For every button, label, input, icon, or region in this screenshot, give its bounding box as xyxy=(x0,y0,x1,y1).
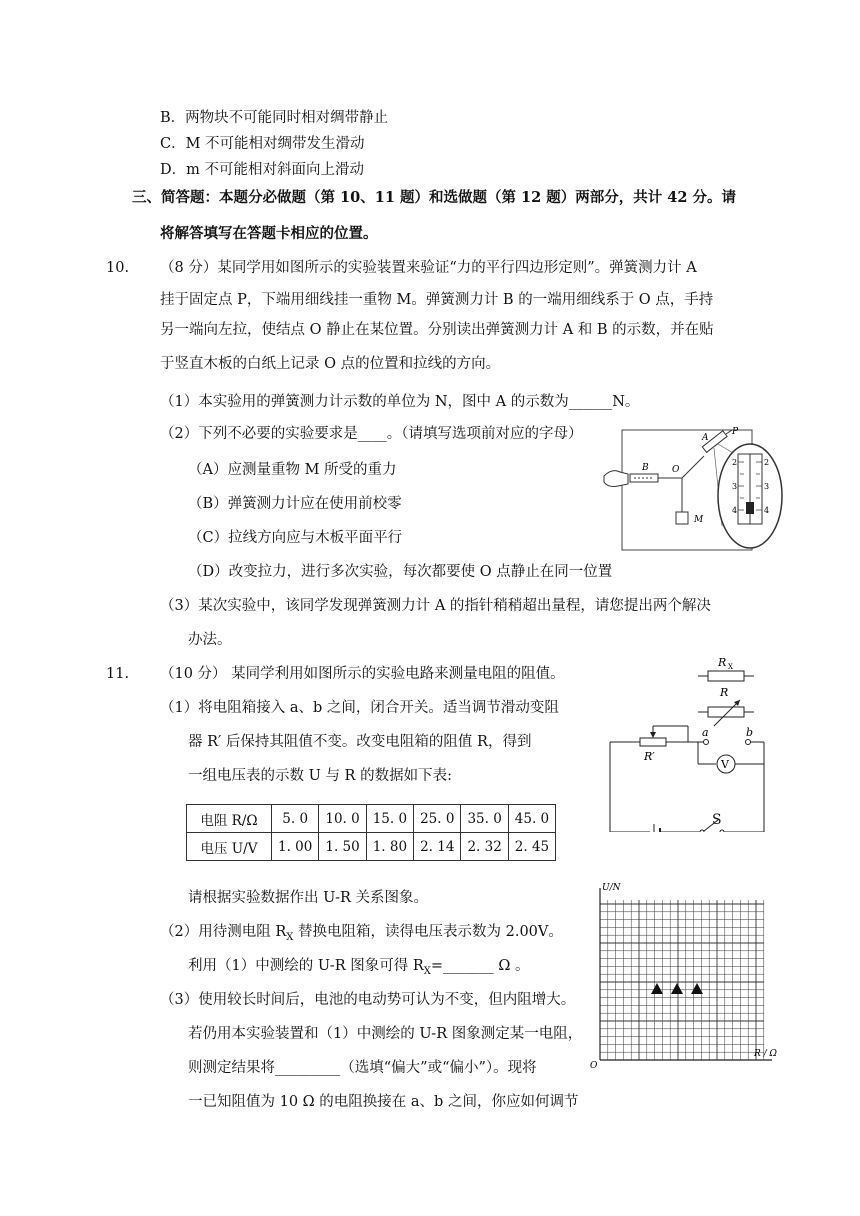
q11-sub1b: 器 R′ 后保持其阻值不变。改变电阻箱的阻值 R，得到 xyxy=(188,734,532,750)
origin-label: O xyxy=(590,1061,598,1068)
q11-circuit-figure xyxy=(600,650,780,832)
table-cell: 10. 0 xyxy=(319,805,366,833)
table-cell: 1. 80 xyxy=(366,833,413,861)
table-cell: 35. 0 xyxy=(461,805,508,833)
table-cell: 15. 0 xyxy=(366,805,413,833)
q11-sub3c: 则测定结果将_________（选填“偏大”或“偏小”）。现将 xyxy=(188,1060,537,1076)
table-cell: 45. 0 xyxy=(508,805,555,833)
q11-ur-graph xyxy=(590,880,780,1068)
q10-sub3a: （3）某次实验中，该同学发现弹簧测力计 A 的指针稍稍超出量程，请您提出两个解决 xyxy=(160,598,711,614)
q11-sub2a: （2）用待测电阻 $R_X$ 替换电阻箱，读得电压表示数为 2.00V。 xyxy=(160,924,563,943)
svg-text:R′: R′ xyxy=(644,750,655,763)
table-cell: 5. 0 xyxy=(272,805,319,833)
option-c: C．M 不可能相对绸带发生滑动 xyxy=(160,136,365,152)
svg-text:4: 4 xyxy=(764,506,770,515)
q10-apparatus-figure xyxy=(598,426,788,554)
q10-text-4: 于竖直木板的白纸上记录 O 点的位置和拉线的方向。 xyxy=(160,356,501,372)
table-cell: 1. 50 xyxy=(319,833,366,861)
table-cell: 2. 45 xyxy=(508,833,555,861)
q11-sub1a: （1）将电阻箱接入 a、b 之间，闭合开关。适当调节滑动变阻 xyxy=(160,700,559,716)
q11-sub3d: 一已知阻值为 10 Ω 的电阻换接在 a、b 之间，你应如何调节 xyxy=(188,1094,579,1110)
svg-text:B: B xyxy=(642,463,649,473)
svg-text:3: 3 xyxy=(764,482,770,491)
q11-data-table xyxy=(186,804,556,861)
option-b: B．两物块不可能同时相对绸带静止 xyxy=(160,110,389,126)
triangle-marker-icon xyxy=(671,983,683,994)
triangle-marker-icon xyxy=(651,983,663,994)
y-axis-label: U/N xyxy=(602,883,621,893)
table-cell: 2. 32 xyxy=(461,833,508,861)
q10-sub2: （2）下列不必要的实验要求是____。（请填写选项前对应的字母） xyxy=(160,426,583,442)
q10-option-b: （B）弹簧测力计应在使用前校零 xyxy=(188,496,402,512)
table-cell: 2. 14 xyxy=(414,833,461,861)
svg-text:3: 3 xyxy=(732,482,738,491)
q11-number: 11. xyxy=(106,666,130,682)
svg-text:V: V xyxy=(721,758,729,771)
q11-text: （10 分） 某同学利用如图所示的实验电路来测量电阻的阻值。 xyxy=(160,666,565,682)
table-row-voltage xyxy=(187,833,556,861)
svg-text:R: R xyxy=(718,656,727,669)
q11-plot-prompt: 请根据实验数据作出 U-R 关系图象。 xyxy=(188,890,428,906)
q10-text-1: （8 分）某同学用如图所示的实验装置来验证“力的平行四边形定则”。弹簧测力计 A xyxy=(160,260,697,276)
table-row-resistance xyxy=(187,805,556,833)
svg-text:X: X xyxy=(728,663,733,671)
table-header-resistance: 电阻 R/Ω xyxy=(187,805,272,833)
svg-text:a: a xyxy=(702,726,709,739)
q10-sub1: （1）本实验用的弹簧测力计示数的单位为 N，图中 A 的示数为______N。 xyxy=(160,394,640,410)
q11-sub1c: 一组电压表的示数 U 与 R 的数据如下表: xyxy=(188,768,452,784)
q10-option-d: （D）改变拉力，进行多次实验，每次都要使 O 点静止在同一位置 xyxy=(188,564,613,580)
svg-text:4: 4 xyxy=(732,506,738,515)
section-heading-line1: 三、简答题：本题分必做题（第 10、11 题）和选做题（第 12 题）两部分，共计 42 分。请 xyxy=(132,189,736,206)
triangle-marker-icon xyxy=(691,983,703,994)
table-cell: 1. 00 xyxy=(272,833,319,861)
svg-text:b: b xyxy=(746,726,754,739)
hand-icon xyxy=(604,471,628,487)
q10-number: 10. xyxy=(106,260,130,276)
q10-sub3b: 办法。 xyxy=(188,632,232,648)
q11-sub3b: 若仍用本实验装置和（1）中测绘的 U-R 图象测定某一电阻， xyxy=(188,1026,583,1042)
table-cell: 25. 0 xyxy=(414,805,461,833)
q11-sub2b: 利用（1）中测绘的 U-R 图象可得 $R_X=\_\_\_\_\_\_\_$ Ω 。 xyxy=(188,958,530,977)
svg-text:2: 2 xyxy=(732,458,738,467)
q10-text-2: 挂于固定点 P，下端用细线挂一重物 M。弹簧测力计 B 的一端用细线系于 O 点，手持 xyxy=(160,292,714,308)
svg-text:A: A xyxy=(702,433,709,443)
switch-label: S xyxy=(712,812,722,828)
q10-option-a: （A）应测量重物 M 所受的重力 xyxy=(188,462,397,478)
svg-text:2: 2 xyxy=(764,458,770,467)
svg-text:R: R xyxy=(720,686,729,699)
option-d: D．m 不可能相对斜面向上滑动 xyxy=(160,162,364,178)
q10-text-3: 另一端向左拉，使结点 O 静止在某位置。分别读出弹簧测力计 A 和 B 的示数，并在贴 xyxy=(160,322,714,338)
table-header-voltage: 电压 U/V xyxy=(187,833,272,861)
q10-option-c: （C）拉线方向应与木板平面平行 xyxy=(188,530,403,546)
q11-sub3a: （3）使用较长时间后，电池的电动势可认为不变，但内阻增大。 xyxy=(160,992,576,1008)
svg-text:M: M xyxy=(694,515,704,525)
section-heading-line2: 将解答填写在答题卡相应的位置。 xyxy=(160,225,378,242)
x-axis-label: R / Ω xyxy=(754,1049,777,1059)
svg-text:P: P xyxy=(732,427,739,437)
svg-text:O: O xyxy=(672,465,680,475)
